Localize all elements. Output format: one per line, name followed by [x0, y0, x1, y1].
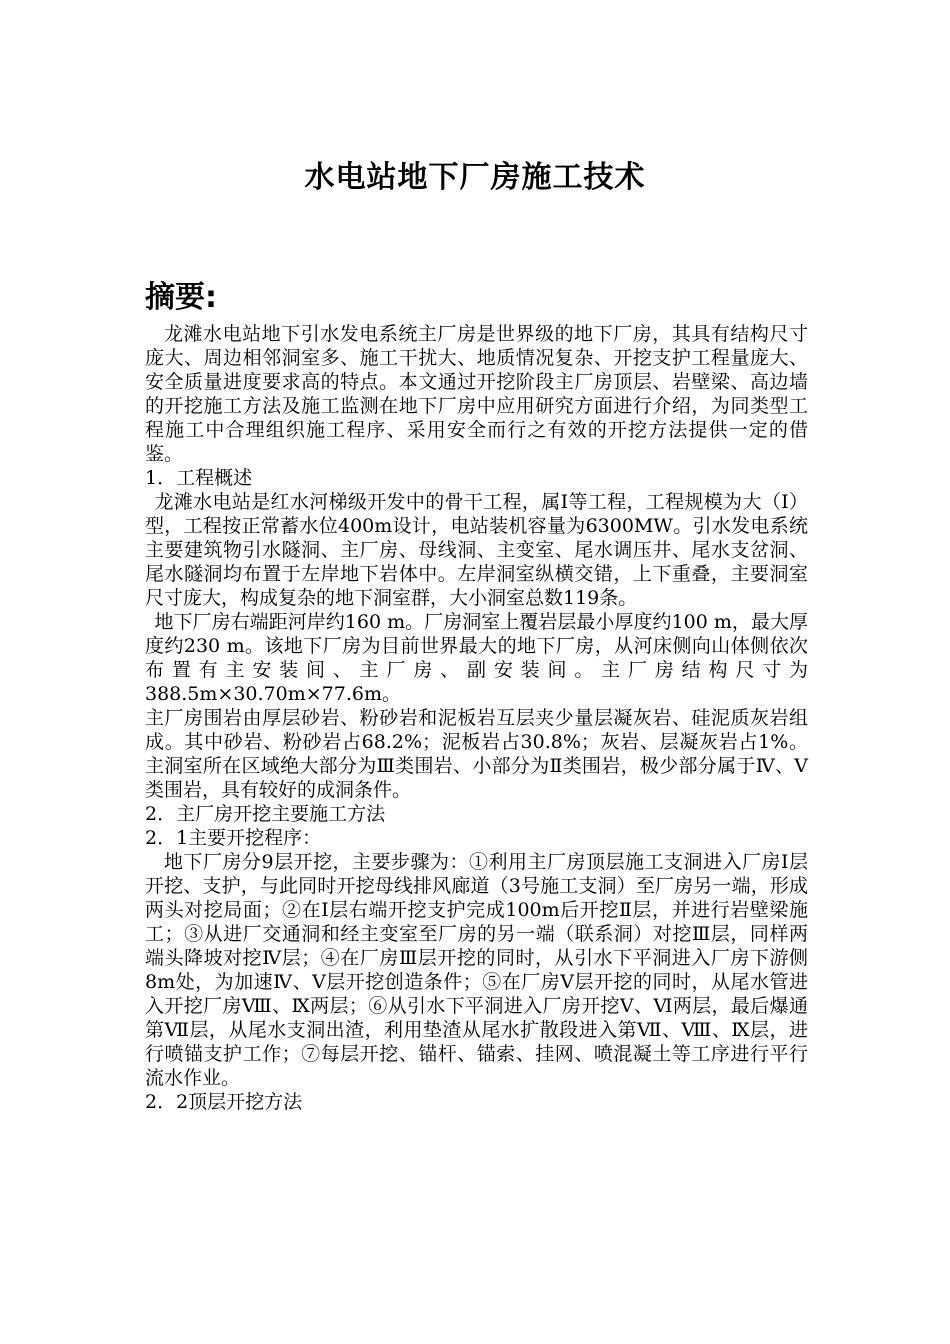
- document-title: 水电站地下厂房施工技术: [304, 160, 646, 195]
- section-2-1-heading: 2．1主要开挖程序：: [145, 827, 322, 849]
- section-1-heading: 1．工程概述: [145, 467, 253, 489]
- section-1-paragraph-3: 主厂房围岩由厚层砂岩、粉砂岩和泥板岩互层夹少量层凝灰岩、硅泥质灰岩组成。其中砂岩、粉砂岩占68.2%；泥板岩占30.8%；灰岩、层凝灰岩占1%。主洞室所在区域绝大部分为Ⅲ类围岩、小部分为Ⅱ类围岩，极少部分属于Ⅳ、Ⅴ类围岩，具有较好的成洞条件。: [145, 707, 808, 801]
- abstract-paragraph: 龙滩水电站地下引水发电系统主厂房是世界级的地下厂房，其具有结构尺寸庞大、周边相邻洞室多、施工干扰大、地质情况复杂、开挖支护工程量庞大、安全质量进度要求高的特点。本文通过开挖阶段主厂房顶层、岩壁梁、高边墙的开挖施工方法及施工监测在地下厂房中应用研究方面进行介绍，为同类型工程施工中合理组织施工程序、采用安全而行之有效的开挖方法提供一定的借鉴。: [145, 323, 808, 465]
- abstract-heading: 摘要:: [145, 280, 217, 315]
- section-2-1-paragraph: 地下厂房分9层开挖，主要步骤为：①利用主厂房顶层施工支洞进入厂房Ⅰ层开挖、支护，与此同时开挖母线排风廊道（3号施工支洞）至厂房另一端，形成两头对挖局面；②在Ⅰ层右端开挖支护完成100m后开挖Ⅱ层，并进行岩壁梁施工；③从进厂交通洞和经主变室至厂房的另一端（联系洞）对挖Ⅲ层，同样两端头降坡对挖Ⅳ层；④在厂房Ⅲ层开挖的同时，从引水下平洞进入厂房下游侧8m处，为加速Ⅳ、Ⅴ层开挖创造条件；⑤在厂房Ⅴ层开挖的同时，从尾水管进入开挖厂房Ⅷ、Ⅸ两层；⑥从引水下平洞进入厂房开挖Ⅴ、Ⅵ两层，最后爆通第Ⅶ层，从尾水支洞出渣，利用垫渣从尾水扩散段进入第Ⅶ、Ⅷ、Ⅸ层，进行喷锚支护工作；⑦每层开挖、锚杆、锚索、挂网、喷混凝土等工序进行平行流水作业。: [145, 851, 808, 1089]
- section-1-paragraph-1: 龙滩水电站是红水河梯级开发中的骨干工程，属Ⅰ等工程，工程规模为大（Ⅰ）型，工程按正常蓄水位400m设计，电站装机容量为6300MW。引水发电系统主要建筑物引水隧洞、主厂房、母线洞、主变室、尾水调压井、尾水支岔洞、尾水隧洞均布置于左岸地下岩体中。左岸洞室纵横交错，上下重叠，主要洞室尺寸庞大，构成复杂的地下洞室群，大小洞室总数119条。: [145, 491, 808, 609]
- section-2-heading: 2．主厂房开挖主要施工方法: [145, 803, 386, 825]
- section-2-2-heading: 2．2顶层开挖方法: [145, 1091, 303, 1113]
- section-1-paragraph-2: 地下厂房右端距河岸约160 m。厂房洞室上覆岩层最小厚度约100 m，最大厚度约230 m。该地下厂房为目前世界最大的地下厂房，从河床侧向山体侧依次布置有主安装间、主厂房、副安装间。主厂房结构尺寸为388.5m×30.70m×77.6m。: [145, 611, 808, 705]
- document-body: [145, 322, 808, 1114]
